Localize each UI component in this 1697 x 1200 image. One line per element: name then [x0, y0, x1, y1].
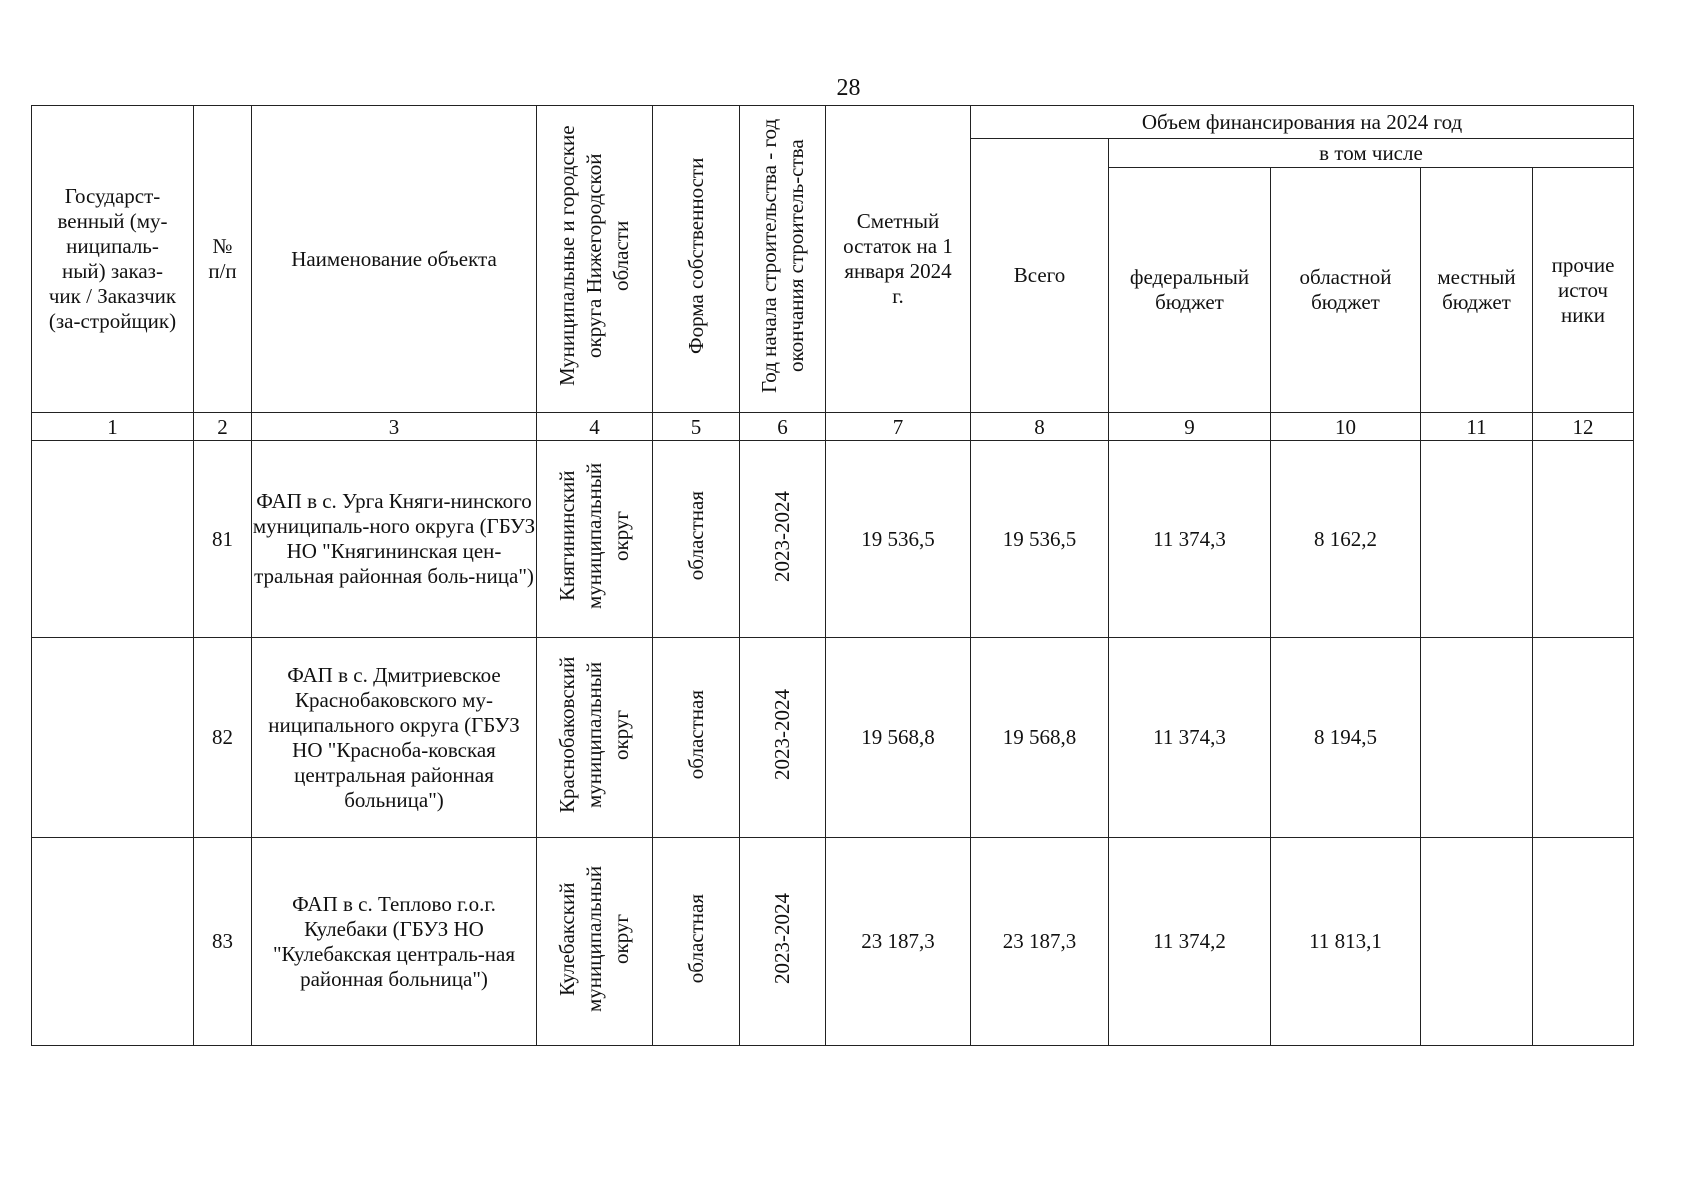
- cell-federal: 11 374,2: [1109, 838, 1271, 1046]
- cell-federal: 11 374,3: [1109, 638, 1271, 838]
- cell-estimate: 19 536,5: [826, 441, 971, 638]
- cell-customer: [32, 441, 194, 638]
- cell-ownership: областная: [653, 441, 740, 638]
- cell-other: [1533, 838, 1634, 1046]
- cell-district: Краснобаковский муниципальный округ: [537, 638, 653, 838]
- cell-num: 83: [194, 838, 252, 1046]
- cell-name: ФАП в с. Дмитриевское Краснобаковского му-ниципального округа (ГБУЗ НО "Красноба-ковская центральная районная больница"): [252, 638, 537, 838]
- cell-total: 19 536,5: [971, 441, 1109, 638]
- cell-num: 81: [194, 441, 252, 638]
- header-row-1: [32, 106, 1634, 139]
- header-funding-group: Объем финансирования на 2024 год: [971, 106, 1634, 139]
- header-other: прочие источ ники: [1533, 168, 1634, 413]
- cell-other: [1533, 441, 1634, 638]
- cell-other: [1533, 638, 1634, 838]
- cell-federal: 11 374,3: [1109, 441, 1271, 638]
- header-years: Год начала строительства - год окончания строитель-ства: [740, 106, 826, 413]
- cell-name: ФАП в с. Теплово г.о.г. Кулебаки (ГБУЗ НО "Кулебакская централь-ная районная больница"): [252, 838, 537, 1046]
- cell-local: [1421, 441, 1533, 638]
- cell-years: 2023-2024: [740, 838, 826, 1046]
- cell-ownership: областная: [653, 638, 740, 838]
- cell-years: 2023-2024: [740, 638, 826, 838]
- column-number: 7: [826, 413, 971, 441]
- column-number-row: [32, 413, 1634, 441]
- cell-district: Кулебакский муниципальный округ: [537, 838, 653, 1046]
- cell-ownership: областная: [653, 838, 740, 1046]
- cell-num: 82: [194, 638, 252, 838]
- cell-name: ФАП в с. Урга Княги-нинского муниципаль-ного округа (ГБУЗ НО "Княгининская цен-тральная районная боль-ница"): [252, 441, 537, 638]
- header-local: местный бюджет: [1421, 168, 1533, 413]
- table-row: [32, 638, 1634, 838]
- header-estimate: Сметный остаток на 1 января 2024 г.: [826, 106, 971, 413]
- table-row: [32, 838, 1634, 1046]
- cell-local: [1421, 838, 1533, 1046]
- column-number: 3: [252, 413, 537, 441]
- cell-estimate: 19 568,8: [826, 638, 971, 838]
- column-number: 2: [194, 413, 252, 441]
- financing-table: [31, 105, 1634, 1046]
- cell-estimate: 23 187,3: [826, 838, 971, 1046]
- column-number: 11: [1421, 413, 1533, 441]
- column-number: 10: [1271, 413, 1421, 441]
- cell-district: Княгининский муниципальный округ: [537, 441, 653, 638]
- column-number: 12: [1533, 413, 1634, 441]
- column-number: 1: [32, 413, 194, 441]
- header-district: Муниципальные и городские округа Нижегородской области: [537, 106, 653, 413]
- header-regional: областной бюджет: [1271, 168, 1421, 413]
- cell-years: 2023-2024: [740, 441, 826, 638]
- column-number: 6: [740, 413, 826, 441]
- header-total: Всего: [971, 139, 1109, 413]
- column-number: 8: [971, 413, 1109, 441]
- header-federal: федеральный бюджет: [1109, 168, 1271, 413]
- header-num: № п/п: [194, 106, 252, 413]
- cell-regional: 11 813,1: [1271, 838, 1421, 1046]
- cell-total: 19 568,8: [971, 638, 1109, 838]
- header-ownership: Форма собственности: [653, 106, 740, 413]
- table-row: [32, 441, 1634, 638]
- column-number: 4: [537, 413, 653, 441]
- header-customer: Государст-венный (му-ниципаль-ный) заказ-чик / Заказчик (за-стройщик): [32, 106, 194, 413]
- cell-regional: 8 194,5: [1271, 638, 1421, 838]
- header-name: Наименование объекта: [252, 106, 537, 413]
- column-number: 9: [1109, 413, 1271, 441]
- header-including: в том числе: [1109, 139, 1634, 168]
- column-number: 5: [653, 413, 740, 441]
- cell-customer: [32, 838, 194, 1046]
- cell-local: [1421, 638, 1533, 838]
- page-number: 28: [836, 75, 861, 101]
- cell-total: 23 187,3: [971, 838, 1109, 1046]
- cell-regional: 8 162,2: [1271, 441, 1421, 638]
- cell-customer: [32, 638, 194, 838]
